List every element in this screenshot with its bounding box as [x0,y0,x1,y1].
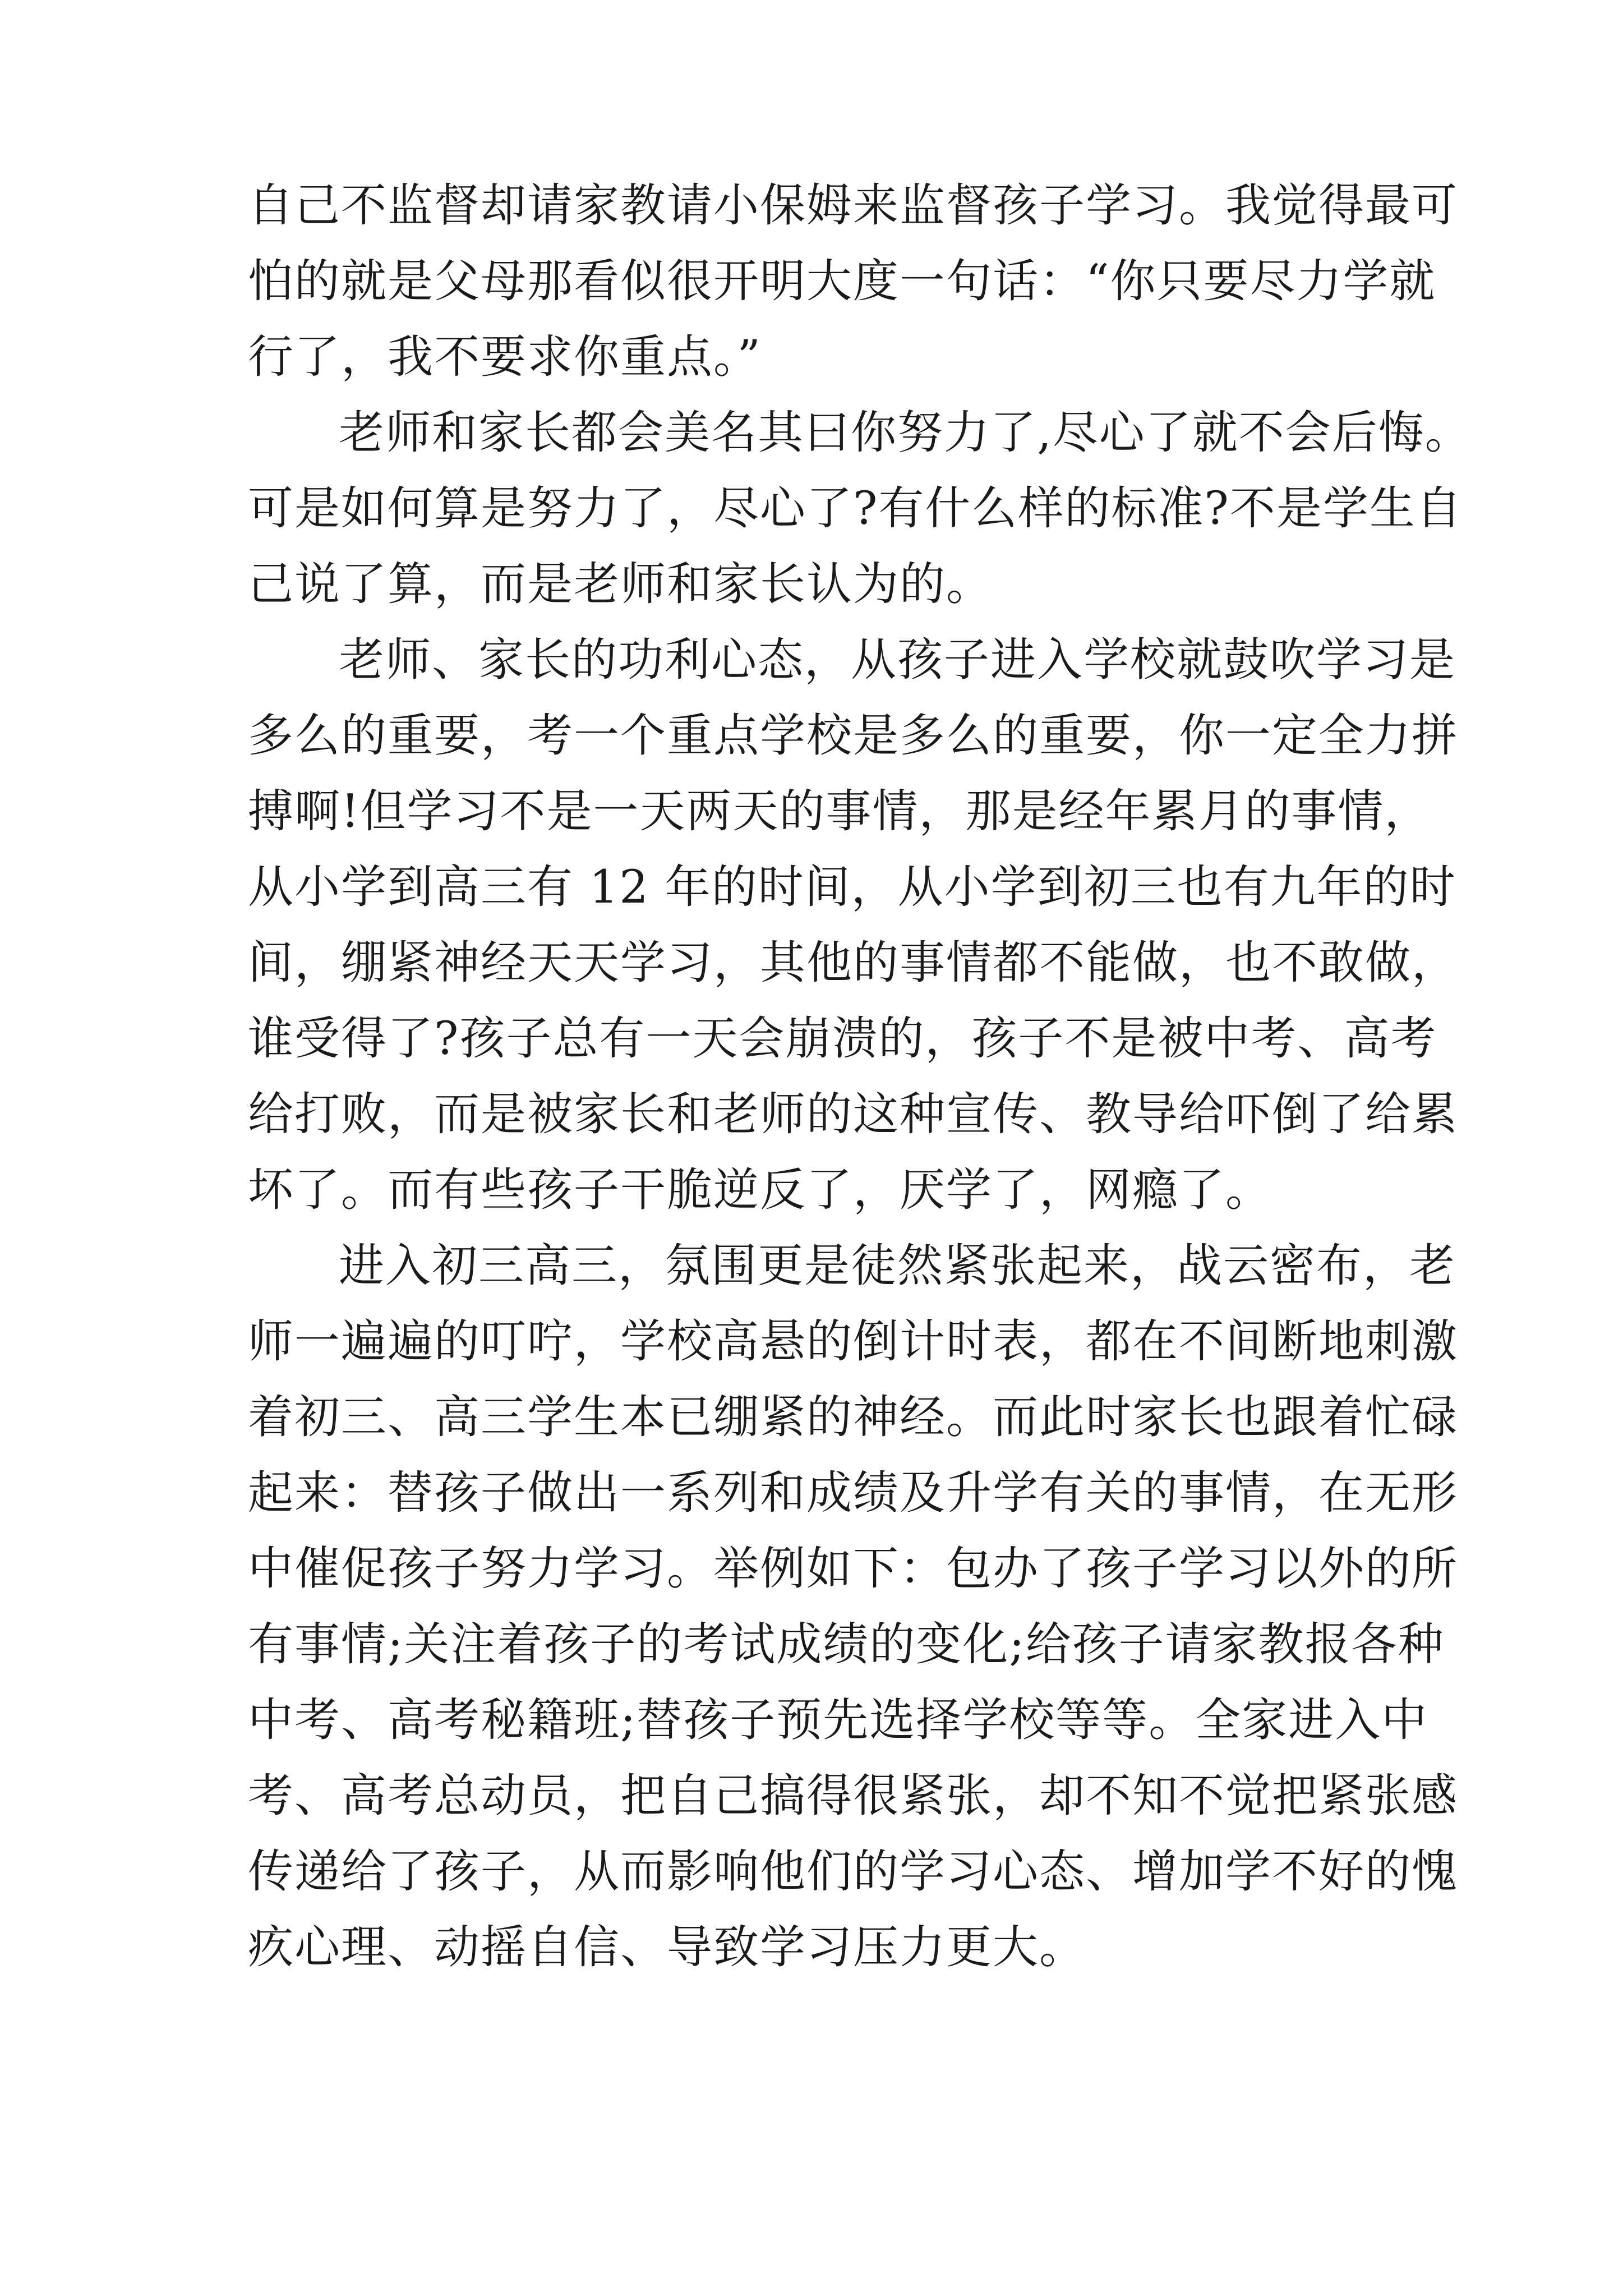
text-line: 多么的重要，考一个重点学校是多么的重要，你一定全力拼 [248,710,1459,762]
text-line: 考、高考总动员，把自己搞得很紧张，却不知不觉把紧张感 [248,1770,1459,1823]
text-line: 中催促孩子努力学习。举例如下：包办了孩子学习以外的所 [248,1543,1459,1595]
text-line: 师一遍遍的叮咛，学校高悬的倒计时表，都在不间断地刺激 [248,1315,1459,1368]
text-line: 可是如何算是努力了，尽心了?有什么样的标准?不是学生自 [248,482,1463,535]
paragraph-first-line: 进入初三高三，氛围更是徒然紧张起来，战云密布，老 [339,1240,1456,1292]
text-line: 疚心理、动摇自信、导致学习压力更大。 [248,1921,1086,1974]
text-line: 从小学到高三有 12 年的时间，从小学到初三也有九年的时 [248,861,1456,914]
text-line: 搏啊!但学习不是一天两天的事情，那是经年累月的事情， [248,785,1431,838]
text-line: 起来：替孩子做出一系列和成绩及升学有关的事情，在无形 [248,1467,1459,1520]
text-line: 传递给了孩子，从而影响他们的学习心态、增加学不好的愧 [248,1846,1459,1898]
text-line: 自己不监督却请家教请小保姆来监督孩子学习。我觉得最可 [248,180,1459,232]
text-line: 己说了算，而是老师和家长认为的。 [248,558,993,611]
text-line: 怕的就是父母那看似很开明大度一句话：“你只要尽力学就 [248,255,1436,308]
text-line: 谁受得了?孩子总有一天会崩溃的，孩子不是被中考、高考 [248,1013,1437,1065]
text-line: 坏了。而有些孩子干脆逆反了，厌学了，网瘾了。 [248,1164,1272,1217]
text-line: 给打败，而是被家长和老师的这种宣传、教导给吓倒了给累 [248,1088,1459,1141]
text-line: 有事情;关注着孩子的考试成绩的变化;给孩子请家教报各种 [248,1618,1445,1671]
paragraph-first-line: 老师和家长都会美名其曰你努力了,尽心了就不会后悔。 [339,407,1472,459]
text-line: 着初三、高三学生本已绷紧的神经。而此时家长也跟着忙碌 [248,1391,1459,1444]
paragraph-first-line: 老师、家长的功利心态，从孩子进入学校就鼓吹学习是 [339,634,1456,687]
document-body [248,168,1472,1986]
text-line: 中考、高考秘籍班;替孩子预先选择学校等等。全家进入中 [248,1694,1428,1747]
text-line: 间，绷紧神经天天学习，其他的事情都不能做，也不敢做， [248,937,1459,990]
text-line: 行了，我不要求你重点。” [248,331,762,384]
